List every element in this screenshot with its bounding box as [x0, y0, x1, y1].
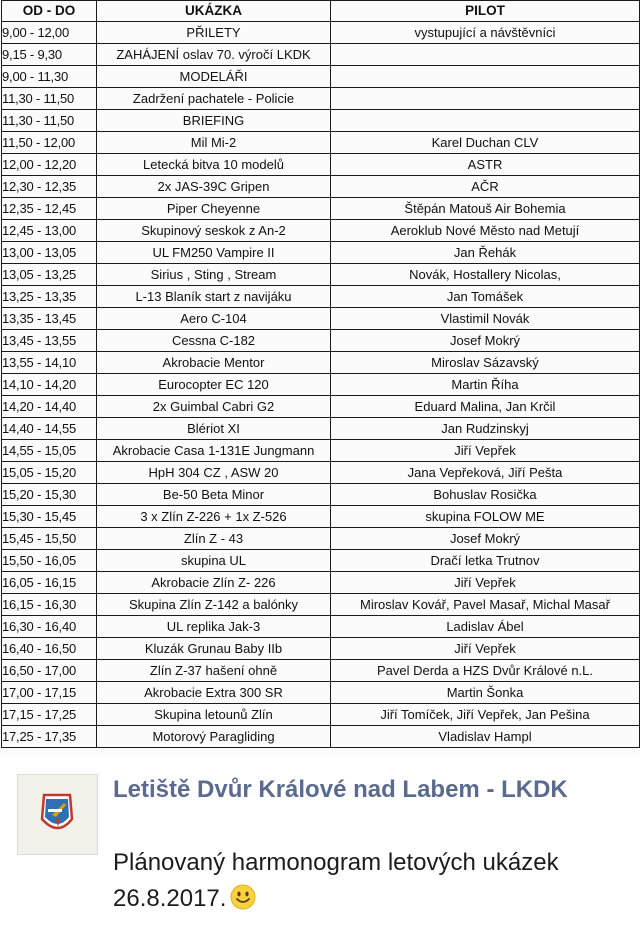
table-row — [2, 198, 640, 220]
cell-show: Akrobacie Casa 1-131E Jungmann — [97, 440, 331, 462]
table-row — [2, 176, 640, 198]
header-show: UKÁZKA — [97, 1, 331, 22]
cell-time: 13,05 - 13,25 — [2, 264, 97, 286]
table-row — [2, 374, 640, 396]
cell-time: 15,20 - 15,30 — [2, 484, 97, 506]
table-row — [2, 726, 640, 748]
cell-time: 14,40 - 14,55 — [2, 418, 97, 440]
cell-pilot: Jiří Tomíček, Jiří Vepřek, Jan Pešina — [331, 704, 640, 726]
table-row — [2, 22, 640, 44]
table-row — [2, 462, 640, 484]
post-text — [113, 845, 613, 917]
table-row — [2, 506, 640, 528]
table-row — [2, 418, 640, 440]
airfield-logo-icon[interactable] — [17, 774, 98, 855]
table-row — [2, 638, 640, 660]
cell-time: 12,35 - 12,45 — [2, 198, 97, 220]
table-row — [2, 660, 640, 682]
cell-show: Sirius , Sting , Stream — [97, 264, 331, 286]
cell-pilot: Eduard Malina, Jan Krčil — [331, 396, 640, 418]
table-row — [2, 572, 640, 594]
cell-show: Cessna C-182 — [97, 330, 331, 352]
header-time: OD - DO — [2, 1, 97, 22]
cell-time: 14,20 - 14,40 — [2, 396, 97, 418]
cell-pilot: Jiří Vepřek — [331, 440, 640, 462]
cell-pilot: Pavel Derda a HZS Dvůr Králové n.L. — [331, 660, 640, 682]
cell-pilot: Martin Šonka — [331, 682, 640, 704]
cell-show: Skupinový seskok z An-2 — [97, 220, 331, 242]
cell-time: 17,15 - 17,25 — [2, 704, 97, 726]
cell-pilot: Jan Tomášek — [331, 286, 640, 308]
cell-show: Zlín Z - 43 — [97, 528, 331, 550]
cell-pilot: Aeroklub Nové Město nad Metují — [331, 220, 640, 242]
cell-time: 17,25 - 17,35 — [2, 726, 97, 748]
cell-pilot — [331, 66, 640, 88]
cell-show: UL replika Jak-3 — [97, 616, 331, 638]
table-row — [2, 132, 640, 154]
cell-pilot: Josef Mokrý — [331, 330, 640, 352]
cell-show: 2x Guimbal Cabri G2 — [97, 396, 331, 418]
cell-time: 16,30 - 16,40 — [2, 616, 97, 638]
cell-pilot: Miroslav Kovář, Pavel Masař, Michal Masař — [331, 594, 640, 616]
cell-show: 3 x Zlín Z-226 + 1x Z-526 — [97, 506, 331, 528]
cell-show: Zadržení pachatele - Policie — [97, 88, 331, 110]
table-row — [2, 396, 640, 418]
cell-pilot: Štěpán Matouš Air Bohemia — [331, 198, 640, 220]
cell-time: 16,50 - 17,00 — [2, 660, 97, 682]
cell-show: Letecká bitva 10 modelů — [97, 154, 331, 176]
cell-pilot: Jiří Vepřek — [331, 638, 640, 660]
cell-time: 12,30 - 12,35 — [2, 176, 97, 198]
cell-pilot: Bohuslav Rosička — [331, 484, 640, 506]
cell-show: skupina UL — [97, 550, 331, 572]
post-card — [0, 757, 640, 935]
cell-time: 11,50 - 12,00 — [2, 132, 97, 154]
cell-show: Mil Mi-2 — [97, 132, 331, 154]
table-row — [2, 594, 640, 616]
table-row — [2, 440, 640, 462]
cell-time: 9,15 - 9,30 — [2, 44, 97, 66]
table-row — [2, 286, 640, 308]
cell-show: Zlín Z-37 hašení ohně — [97, 660, 331, 682]
cell-time: 16,40 - 16,50 — [2, 638, 97, 660]
cell-pilot: Novák, Hostallery Nicolas, — [331, 264, 640, 286]
cell-show: 2x JAS-39C Gripen — [97, 176, 331, 198]
cell-show: Be-50 Beta Minor — [97, 484, 331, 506]
post-text-content: Plánovaný harmonogram letových ukázek 26.8.2017. — [113, 849, 559, 912]
cell-pilot: Vladislav Hampl — [331, 726, 640, 748]
cell-show: ZAHÁJENÍ oslav 70. výročí LKDK — [97, 44, 331, 66]
cell-time: 14,10 - 14,20 — [2, 374, 97, 396]
table-row — [2, 616, 640, 638]
cell-time: 13,55 - 14,10 — [2, 352, 97, 374]
table-row — [2, 242, 640, 264]
cell-show: PŘILETY — [97, 22, 331, 44]
schedule-table — [1, 0, 640, 748]
cell-pilot: Vlastimil Novák — [331, 308, 640, 330]
cell-pilot: Martin Říha — [331, 374, 640, 396]
cell-time: 12,45 - 13,00 — [2, 220, 97, 242]
table-row — [2, 220, 640, 242]
cell-show: BRIEFING — [97, 110, 331, 132]
cell-pilot: skupina FOLOW ME — [331, 506, 640, 528]
cell-show: Piper Cheyenne — [97, 198, 331, 220]
cell-time: 16,15 - 16,30 — [2, 594, 97, 616]
cell-time: 15,50 - 16,05 — [2, 550, 97, 572]
cell-time: 17,00 - 17,15 — [2, 682, 97, 704]
table-row — [2, 484, 640, 506]
cell-pilot: Dračí letka Trutnov — [331, 550, 640, 572]
cell-show: MODELÁŘI — [97, 66, 331, 88]
cell-pilot — [331, 44, 640, 66]
cell-show: Akrobacie Mentor — [97, 352, 331, 374]
cell-time: 14,55 - 15,05 — [2, 440, 97, 462]
cell-pilot: Miroslav Sázavský — [331, 352, 640, 374]
cell-pilot: Jana Vepřeková, Jiří Pešta — [331, 462, 640, 484]
cell-show: Akrobacie Zlín Z- 226 — [97, 572, 331, 594]
cell-time: 13,45 - 13,55 — [2, 330, 97, 352]
table-row — [2, 88, 640, 110]
cell-pilot: AČR — [331, 176, 640, 198]
table-header-row — [2, 1, 640, 22]
table-row — [2, 110, 640, 132]
page-name-link[interactable]: Letiště Dvůr Králové nad Labem - LKDK — [113, 776, 568, 803]
cell-show: Akrobacie Extra 300 SR — [97, 682, 331, 704]
cell-time: 11,30 - 11,50 — [2, 110, 97, 132]
cell-pilot: Josef Mokrý — [331, 528, 640, 550]
cell-pilot: Karel Duchan CLV — [331, 132, 640, 154]
cell-time: 12,00 - 12,20 — [2, 154, 97, 176]
cell-time: 13,25 - 13,35 — [2, 286, 97, 308]
cell-time: 15,30 - 15,45 — [2, 506, 97, 528]
table-row — [2, 550, 640, 572]
table-row — [2, 154, 640, 176]
table-row — [2, 44, 640, 66]
table-row — [2, 682, 640, 704]
cell-show: Skupina Zlín Z-142 a balónky — [97, 594, 331, 616]
cell-pilot: Jan Rudzinskyj — [331, 418, 640, 440]
cell-pilot: vystupující a návštěvníci — [331, 22, 640, 44]
smiley-emoji-icon — [230, 884, 256, 910]
table-row — [2, 66, 640, 88]
cell-show: Skupina letounů Zlín — [97, 704, 331, 726]
table-row — [2, 352, 640, 374]
cell-pilot: Ladislav Ábel — [331, 616, 640, 638]
header-pilot: PILOT — [331, 1, 640, 22]
cell-show: Kluzák Grunau Baby IIb — [97, 638, 331, 660]
cell-pilot — [331, 110, 640, 132]
cell-time: 11,30 - 11,50 — [2, 88, 97, 110]
cell-time: 15,45 - 15,50 — [2, 528, 97, 550]
table-row — [2, 704, 640, 726]
table-row — [2, 330, 640, 352]
cell-time: 16,05 - 16,15 — [2, 572, 97, 594]
cell-pilot: ASTR — [331, 154, 640, 176]
cell-time: 13,00 - 13,05 — [2, 242, 97, 264]
table-row — [2, 528, 640, 550]
cell-show: Blériot XI — [97, 418, 331, 440]
cell-show: UL FM250 Vampire II — [97, 242, 331, 264]
table-row — [2, 308, 640, 330]
cell-pilot — [331, 88, 640, 110]
cell-show: Motorový Paragliding — [97, 726, 331, 748]
cell-time: 15,05 - 15,20 — [2, 462, 97, 484]
table-row — [2, 264, 640, 286]
cell-time: 9,00 - 12,00 — [2, 22, 97, 44]
cell-show: HpH 304 CZ , ASW 20 — [97, 462, 331, 484]
cell-show: Eurocopter EC 120 — [97, 374, 331, 396]
cell-show: Aero C-104 — [97, 308, 331, 330]
cell-pilot: Jan Řehák — [331, 242, 640, 264]
cell-time: 9,00 - 11,30 — [2, 66, 97, 88]
cell-pilot: Jiří Vepřek — [331, 572, 640, 594]
cell-time: 13,35 - 13,45 — [2, 308, 97, 330]
cell-show: L-13 Blaník start z navijáku — [97, 286, 331, 308]
